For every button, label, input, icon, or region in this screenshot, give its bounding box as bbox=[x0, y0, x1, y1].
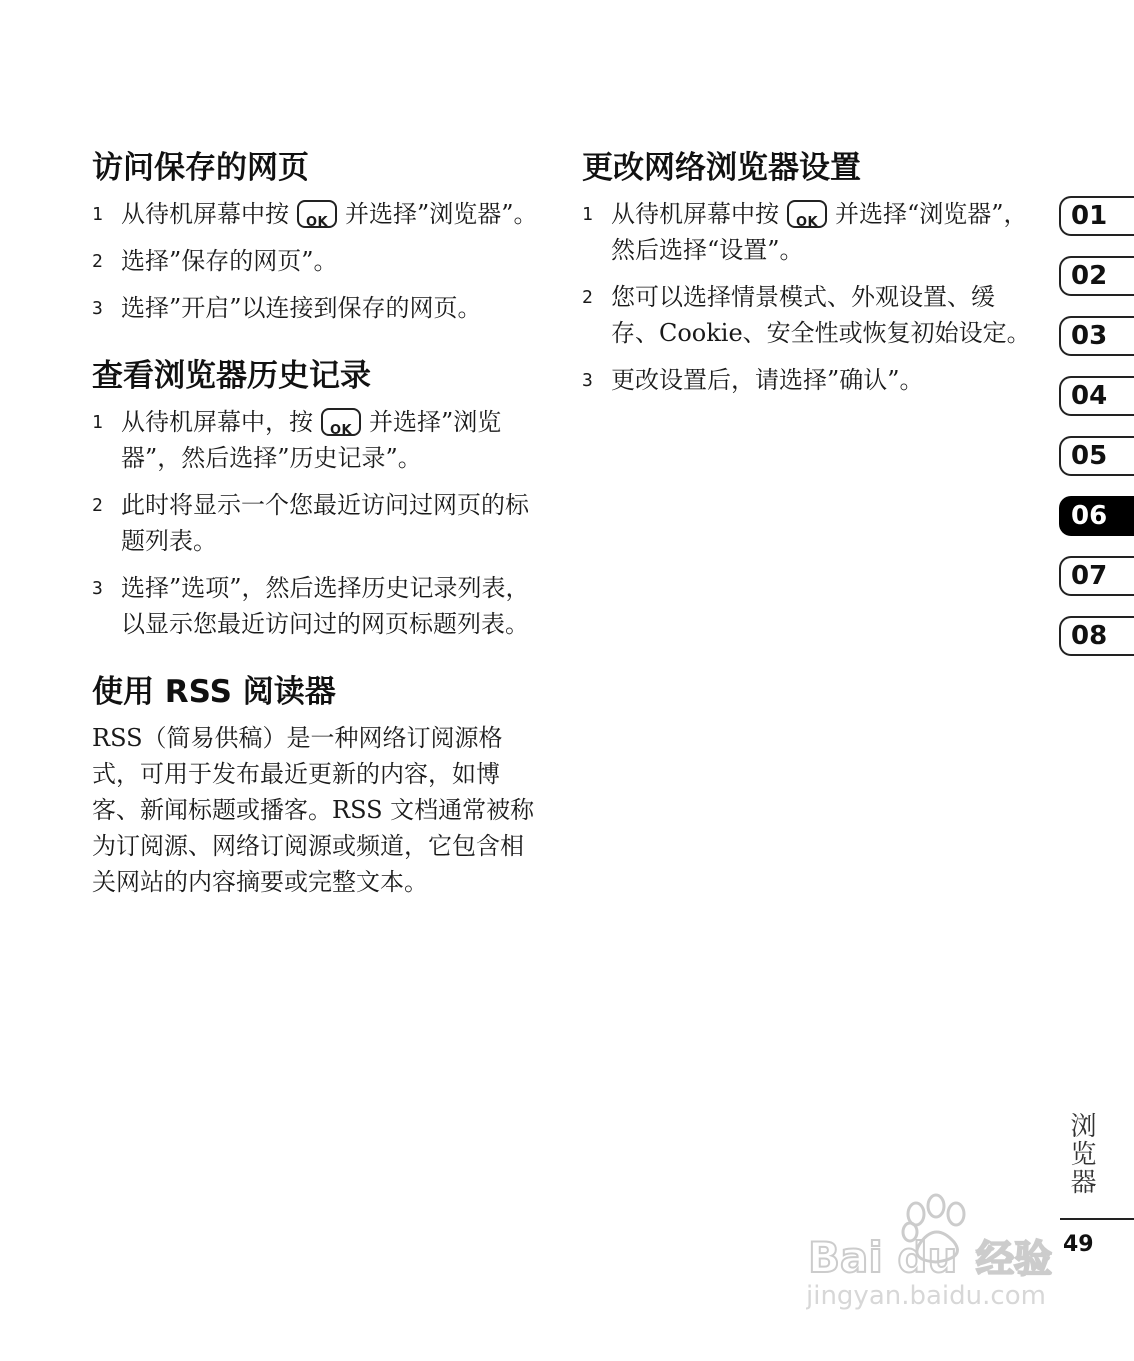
ok-key-icon: OK bbox=[787, 200, 827, 228]
step-text: 此时将显示一个您最近访问过网页的标题列表。 bbox=[121, 491, 529, 555]
step-text: 并选择”浏览器”，然后选择”历史记录”。 bbox=[121, 408, 502, 472]
step-item bbox=[582, 279, 1034, 351]
step-item bbox=[92, 196, 544, 232]
chapter-tab-04[interactable]: 04 bbox=[1059, 376, 1134, 416]
step-number: 2 bbox=[582, 287, 593, 308]
chapter-tab-06[interactable]: 06 bbox=[1059, 496, 1134, 536]
steps-saved-pages bbox=[92, 196, 544, 326]
section-title-rss: 使用 RSS 阅读器 bbox=[92, 674, 336, 710]
step-text: 从待机屏幕中按 bbox=[611, 200, 779, 228]
step-text: 选择”保存的网页”。 bbox=[121, 247, 338, 275]
right-column bbox=[582, 148, 1034, 409]
step-text: 您可以选择情景模式、外观设置、缓存、Cookie、安全性或恢复初始设定。 bbox=[611, 283, 1031, 347]
chapter-tab-01[interactable]: 01 bbox=[1059, 196, 1134, 236]
step-item bbox=[582, 196, 1034, 268]
chapter-tab-07[interactable]: 07 bbox=[1059, 556, 1134, 596]
svg-text:jingyan.baidu.com: jingyan.baidu.com bbox=[806, 1281, 1046, 1311]
section-title-saved-pages: 访问保存的网页 bbox=[92, 150, 309, 186]
step-number: 2 bbox=[92, 251, 103, 272]
step-number: 3 bbox=[92, 578, 103, 599]
page-number: 49 bbox=[1063, 1232, 1094, 1257]
step-text: 并选择“浏览器”，然后选择“设置”。 bbox=[611, 200, 1028, 264]
step-item bbox=[92, 290, 544, 326]
ok-key-icon: OK bbox=[297, 200, 337, 228]
step-item bbox=[582, 362, 1034, 398]
chapter-tab-02[interactable]: 02 bbox=[1059, 256, 1134, 296]
step-item bbox=[92, 487, 544, 559]
step-text: 更改设置后，请选择”确认”。 bbox=[611, 366, 924, 394]
step-number: 3 bbox=[582, 370, 593, 391]
step-number: 1 bbox=[582, 204, 593, 225]
step-text: 并选择”浏览器”。 bbox=[345, 200, 538, 228]
chapter-tab-03[interactable]: 03 bbox=[1059, 316, 1134, 356]
step-number: 3 bbox=[92, 298, 103, 319]
step-number: 2 bbox=[92, 495, 103, 516]
left-column bbox=[92, 148, 544, 900]
steps-browser-settings bbox=[582, 196, 1034, 398]
section-title-browser-settings: 更改网络浏览器设置 bbox=[582, 150, 861, 186]
svg-text:经验: 经验 bbox=[976, 1237, 1053, 1281]
chapter-tabs bbox=[1059, 196, 1134, 676]
step-text: 从待机屏幕中，按 bbox=[121, 408, 313, 436]
step-item bbox=[92, 570, 544, 642]
step-item bbox=[92, 404, 544, 476]
section-title-history: 查看浏览器历史记录 bbox=[92, 358, 371, 394]
rss-description: RSS（简易供稿）是一种网络订阅源格式，可用于发布最近更新的内容，如博客、新闻标题或播客。RSS 文档通常被称为订阅源、网络订阅源或频道，它包含相关网站的内容摘要或完整文本。 bbox=[92, 724, 535, 896]
footer-divider bbox=[1060, 1218, 1134, 1220]
svg-text:Bai du: Bai du bbox=[808, 1233, 958, 1282]
step-item bbox=[92, 243, 544, 279]
ok-key-icon: OK bbox=[321, 408, 361, 436]
step-text: 选择”选项”，然后选择历史记录列表，以显示您最近访问过的网页标题列表。 bbox=[121, 574, 530, 638]
chapter-tab-05[interactable]: 05 bbox=[1059, 436, 1134, 476]
steps-history bbox=[92, 404, 544, 642]
step-text: 从待机屏幕中按 bbox=[121, 200, 289, 228]
step-number: 1 bbox=[92, 204, 103, 225]
chapter-tab-08[interactable]: 08 bbox=[1059, 616, 1134, 656]
step-text: 选择”开启”以连接到保存的网页。 bbox=[121, 294, 482, 322]
step-number: 1 bbox=[92, 412, 103, 433]
chapter-label: 浏览器 bbox=[1066, 1112, 1096, 1196]
baidu-watermark-logo bbox=[806, 1192, 1066, 1312]
